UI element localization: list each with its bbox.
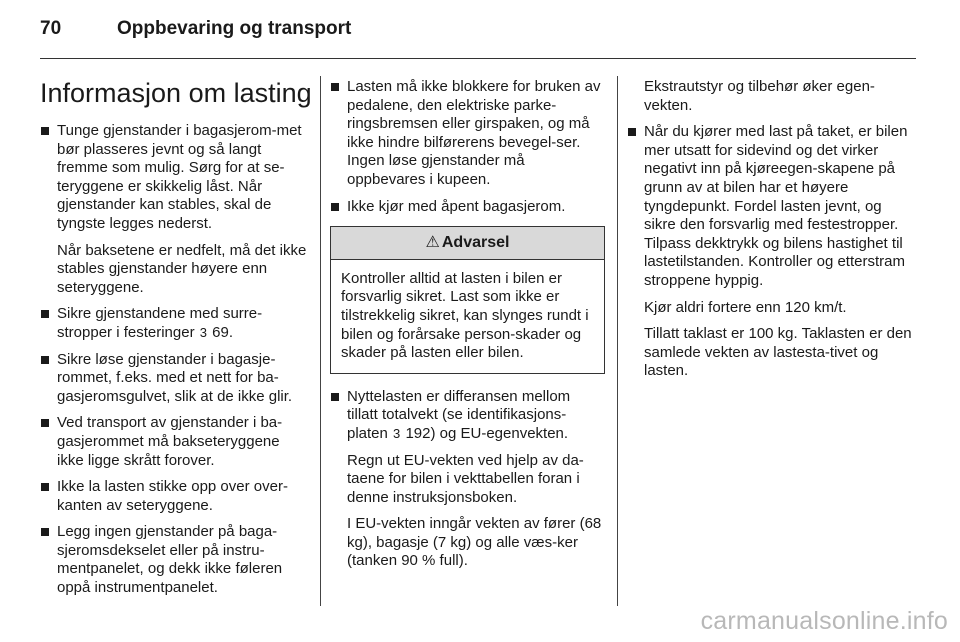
- list-item: Lasten må ikke blokkere for bruken av pedalene, den elektriske parke-ringsbremsen eller girspaken, og må ikke hindre bilførerens bevegel-ser. Ingen løse gjenstander må oppbevares i kupeen.: [330, 78, 605, 190]
- page-header: [40, 18, 916, 60]
- list-item: Ved transport av gjenstander i ba-gasjerommet må bakseteryggene ikke ligge skrått forover.: [40, 414, 310, 470]
- paragraph: Regn ut EU-vekten ved hjelp av da-taene for bilen i vekttabellen foran i denne instruksjonsboken.: [347, 451, 584, 506]
- page-reference-icon: 3: [199, 324, 207, 340]
- paragraph: I EU-vekten inngår vekten av fører (68 kg), bagasje (7 kg) og alle væs-ker (tanken 90 % full).: [347, 515, 602, 570]
- warning-title: Advarsel: [441, 234, 510, 252]
- page-reference-icon: 3: [393, 425, 401, 441]
- warning-triangle-icon: ⚠: [425, 234, 440, 252]
- list-item: Ikke la lasten stikke opp over over-kanten av seteryggene.: [40, 478, 310, 515]
- column-3: [627, 78, 917, 389]
- paragraph: Ekstrautstyr og tilbehør øker egen-vekten.: [644, 78, 875, 114]
- paragraph: Tillatt taklast er 100 kg. Taklasten er den samlede vekten av lastesta-tivet og lasten.: [644, 325, 912, 380]
- warning-header: [331, 227, 604, 260]
- list-item-text: Sikre gjenstandene med surre-stropper i festeringer: [57, 305, 263, 341]
- column-1: [40, 78, 310, 606]
- watermark: carmanualsonline.info: [700, 607, 948, 635]
- list-item: Når du kjører med last på taket, er bilen mer utsatt for sidevind og det virker negativt inn på kjøreegen-skapene på grunn av at bilen har et høyere tyngdepunkt. Fordel lasten jevnt, og sikre den forsvarlig med festestropper. Tilpass dekktrykk og bilens hastighet til lastetilstanden. Kontroller og etterstram stroppene hyppig.: [627, 123, 917, 290]
- list-item: Sikre løse gjenstander i bagasje-rommet, f.eks. med et nett for ba-gasjeromsgulvet, slik at de ikke glir.: [40, 351, 310, 407]
- list-item-text: Nyttelasten er differansen mellom tillatt totalvekt (se identifikasjons-platen: [347, 387, 571, 442]
- column-divider-2: [617, 76, 618, 606]
- page-number: 70: [40, 18, 62, 39]
- list-item: Legg ingen gjenstander på baga-sjeromsdekselet eller på instru-mentpanelet, og dekk ikke føleren oppå instrumentpanelet.: [40, 523, 310, 597]
- column-2: [330, 78, 605, 579]
- list-item-text: og EU-egenvekten.: [439, 424, 569, 442]
- warning-text: Kontroller alltid at lasten i bilen er forsvarlig sikret. Last som ikke er tilstrekkelig sikret, kan slynges rundt i bilen og forårsake person-skader og skader på lasten eller bilen.: [341, 269, 589, 362]
- chapter-title: Oppbevaring og transport: [117, 18, 352, 39]
- section-title: Informasjon om lasting: [40, 78, 312, 108]
- column-divider-1: [320, 76, 321, 606]
- list-item: [40, 305, 310, 342]
- list-item: Tunge gjenstander i bagasjerom-met bør plasseres jevnt og så langt fremme som mulig. Sørg for at se-teryggene er skikkelig låst. Når gjenstander kan stables, skal de tyngste legges nederst.: [40, 122, 310, 234]
- page-reference[interactable]: 69.: [212, 323, 234, 341]
- page-reference[interactable]: 192): [405, 424, 436, 442]
- header-divider: [40, 58, 916, 59]
- warning-box: [330, 226, 605, 374]
- list-item: [330, 388, 605, 444]
- list-item: Ikke kjør med åpent bagasjerom.: [330, 198, 605, 217]
- paragraph: Kjør aldri fortere enn 120 km/t.: [644, 298, 847, 316]
- paragraph: Når baksetene er nedfelt, må det ikke stables gjenstander høyere enn seteryggene.: [57, 241, 307, 296]
